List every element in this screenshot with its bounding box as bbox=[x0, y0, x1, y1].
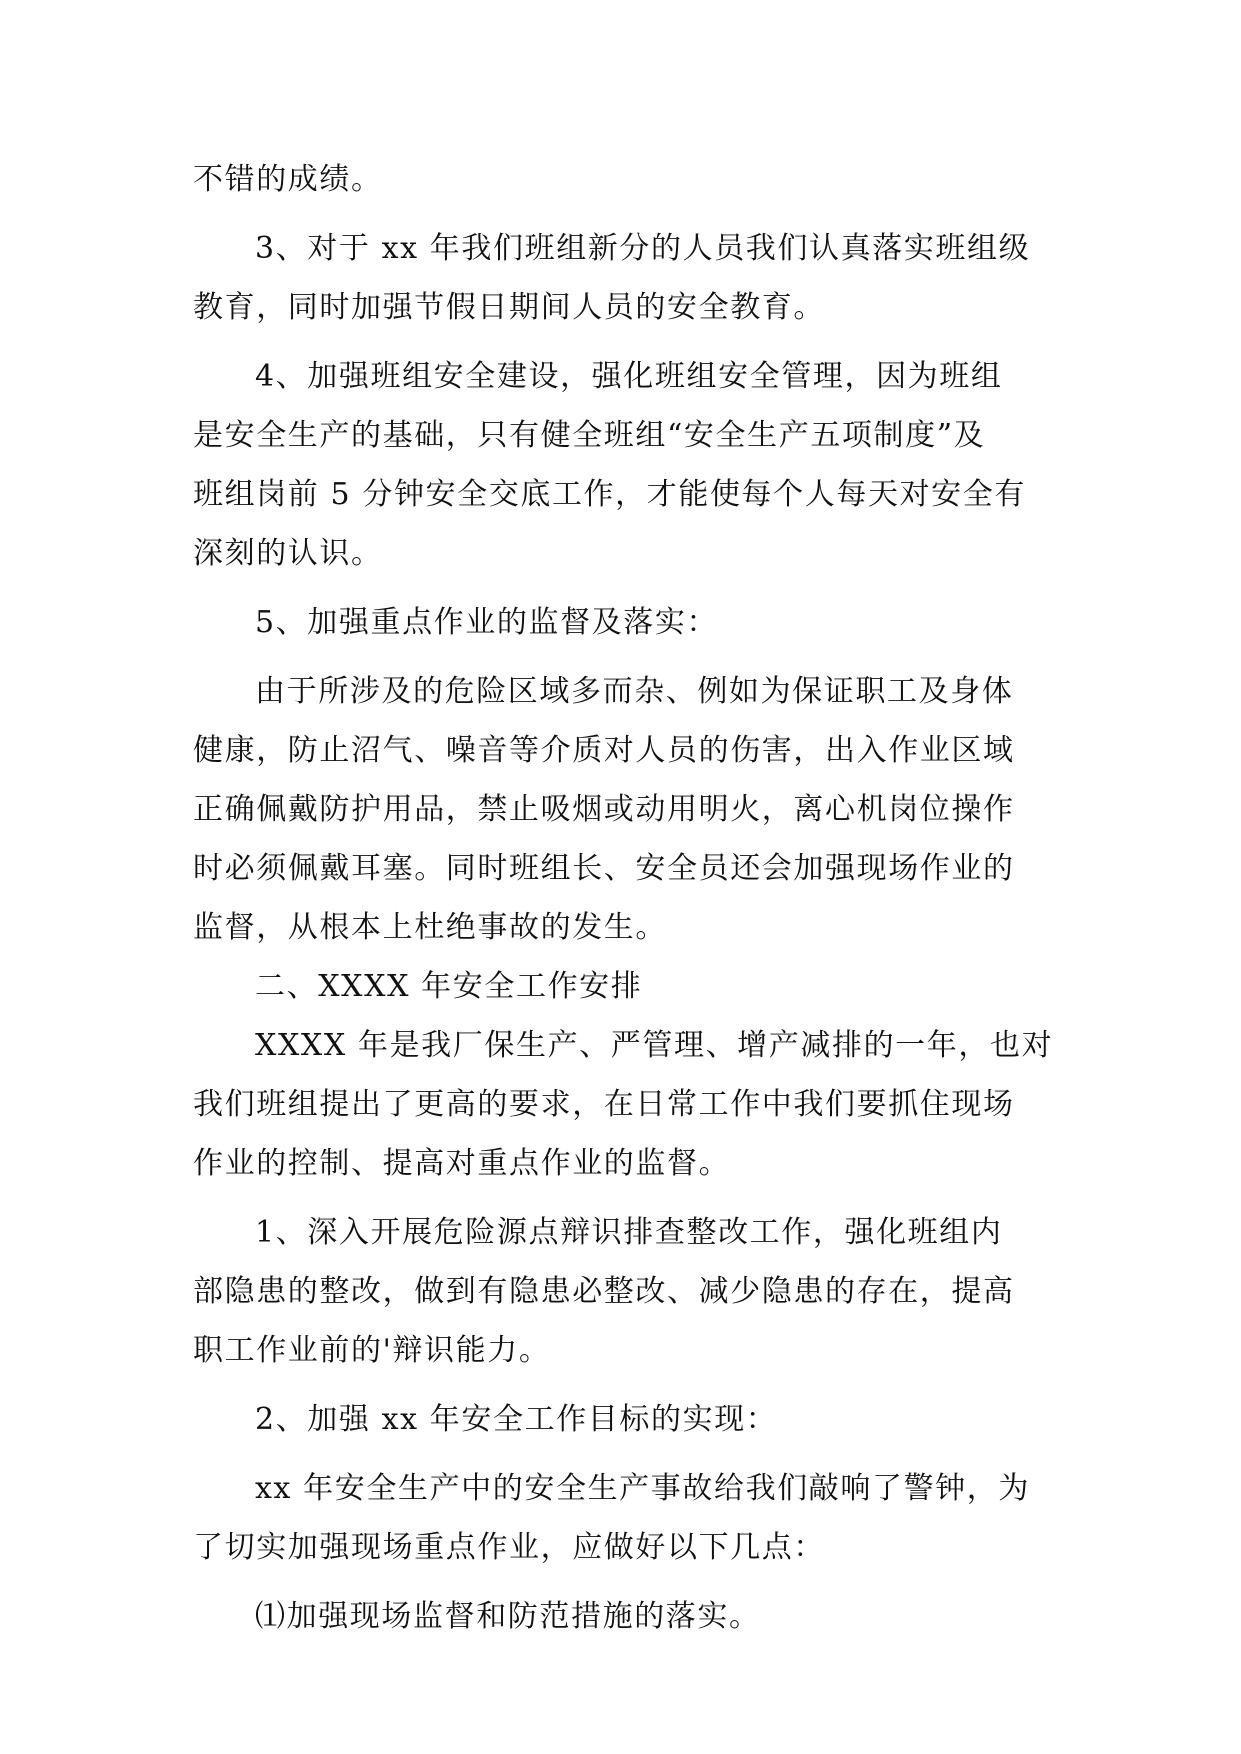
document-page bbox=[193, 150, 1055, 1646]
text-line: 正确佩戴防护用品，禁止吸烟或动用明火，离心机岗位操作 bbox=[193, 792, 1015, 827]
text-line: 不错的成绩。 bbox=[193, 162, 383, 197]
paragraph-item-3: 3、对于 xx 年我们班组新分的人员我们认真落实班组级 bbox=[255, 231, 1031, 266]
text-line: 作业的控制、提高对重点作业的监督。 bbox=[193, 1146, 731, 1181]
text-line: 健康，防止沼气、噪音等介质对人员的伤害，出入作业区域 bbox=[193, 733, 1015, 768]
paragraph-item-2: 2、加强 xx 年安全工作目标的实现： bbox=[255, 1402, 778, 1437]
text-line: 了切实加强现场重点作业，应做好以下几点： bbox=[193, 1530, 825, 1565]
text-line: 职工作业前的'辩识能力。 bbox=[193, 1333, 551, 1368]
paragraph-item-5: 5、加强重点作业的监督及落实： bbox=[255, 605, 719, 640]
text-line: 是安全生产的基础，只有健全班组“安全生产五项制度”及 bbox=[193, 418, 986, 453]
text-line: 深刻的认识。 bbox=[193, 536, 383, 571]
section-heading: 二、XXXX 年安全工作安排 bbox=[255, 969, 643, 1004]
paragraph-body: 由于所涉及的危险区域多而杂、例如为保证职工及身体 bbox=[255, 674, 1014, 709]
text-line: 监督，从根本上杜绝事故的发生。 bbox=[193, 910, 667, 945]
text-line: 时必须佩戴耳塞。同时班组长、安全员还会加强现场作业的 bbox=[193, 851, 1015, 886]
text-line: 我们班组提出了更高的要求，在日常工作中我们要抓住现场 bbox=[193, 1087, 1015, 1122]
paragraph-body: XXXX 年是我厂保生产、严管理、增产减排的一年，也对 bbox=[255, 1028, 1054, 1063]
paragraph-subitem: ⑴加强现场监督和防范措施的落实。 bbox=[255, 1599, 761, 1634]
paragraph-body: xx 年安全生产中的安全生产事故给我们敲响了警钟，为 bbox=[255, 1471, 1030, 1506]
text-line: 班组岗前 5 分钟安全交底工作，才能使每个人每天对安全有 bbox=[193, 477, 1026, 512]
paragraph-item-1: 1、深入开展危险源点辩识排查整改工作，强化班组内 bbox=[255, 1215, 1003, 1250]
paragraph-item-4: 4、加强班组安全建设，强化班组安全管理，因为班组 bbox=[255, 359, 1003, 394]
text-line: 教育，同时加强节假日期间人员的安全教育。 bbox=[193, 290, 825, 325]
text-line: 部隐患的整改，做到有隐患必整改、减少隐患的存在，提高 bbox=[193, 1274, 1015, 1309]
